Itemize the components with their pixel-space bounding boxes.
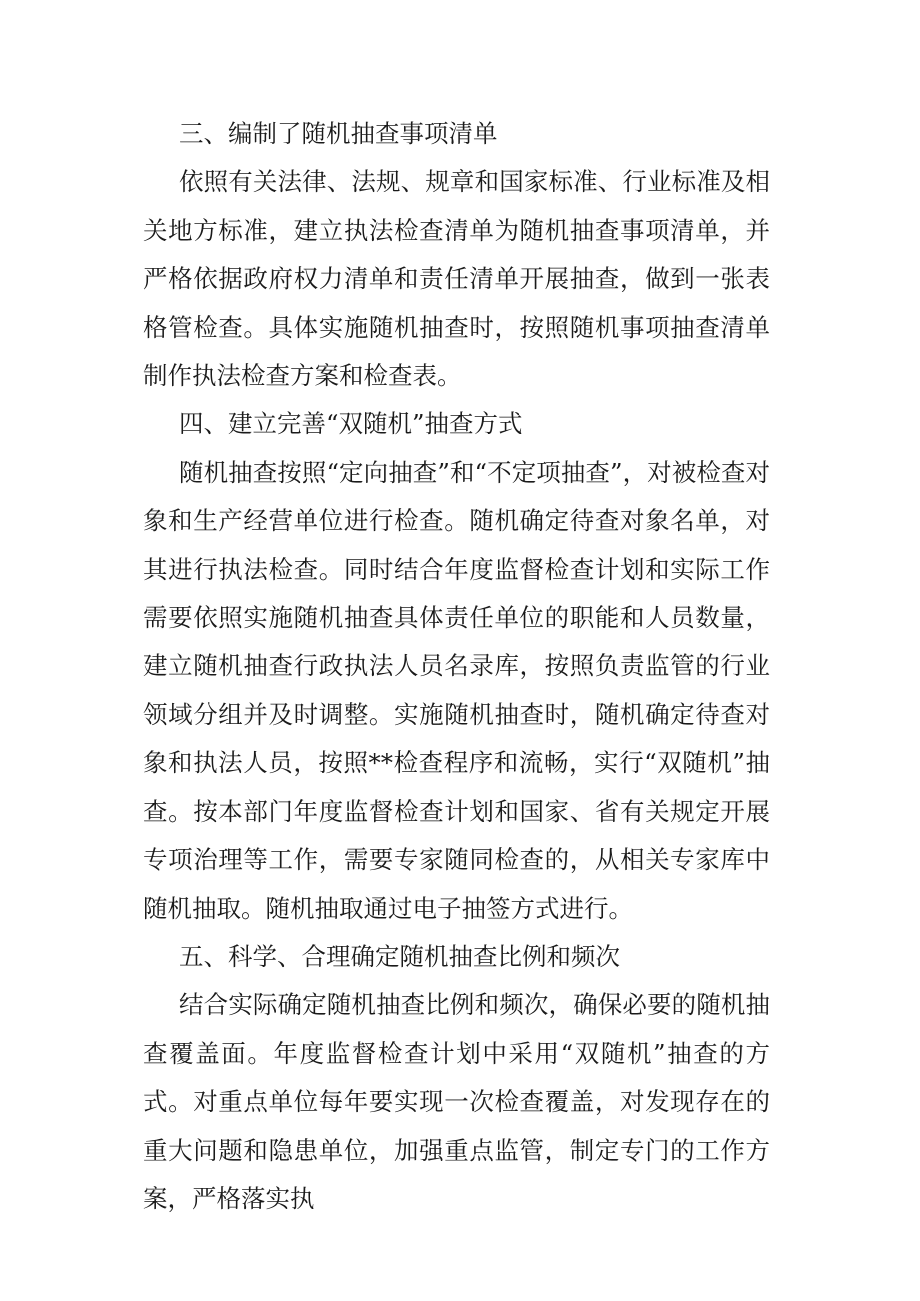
section-5-body: 结合实际确定随机抽查比例和频次，确保必要的随机抽查覆盖面。年度监督检查计划中采用“双随机”抽查的方式。对重点单位每年要实现一次检查覆盖，对发现存在的重大问题和隐患单位，加强重点监管，制定专门的工作方案，严格落实执 <box>143 990 770 1213</box>
section-3-body: 依照有关法律、法规、规章和国家标准、行业标准及相关地方标准，建立执法检查清单为随机抽查事项清单，并严格依据政府权力清单和责任清单开展抽查，做到一张表格管检查。具体实施随机抽查时，按照随机事项抽查清单制作执法检查方案和检查表。 <box>143 167 770 391</box>
section-4-body: 随机抽查按照“定向抽查”和“不定项抽查”，对被检查对象和生产经营单位进行检查。随机确定待查对象名单，对其进行执法检查。同时结合年度监督检查计划和实际工作需要依照实施随机抽查具体责任单位的职能和人员数量，建立随机抽查行政执法人员名录库，按照负责监管的行业领域分组并及时调整。实施随机抽查时，随机确定待查对象和执法人员，按照**检查程序和流畅，实行“双随机”抽查。按本部门年度监督检查计划和国家、省有关规定开展专项治理等工作，需要专家随同检查的，从相关专家库中随机抽取。随机抽取通过电子抽签方式进行。 <box>143 457 770 923</box>
section-5-heading: 五、科学、合理确定随机抽查比例和频次 <box>179 941 620 971</box>
document-body <box>143 110 770 1223</box>
section-4-heading: 四、建立完善“双随机”抽查方式 <box>179 409 523 439</box>
section-3-heading: 三、编制了随机抽查事项清单 <box>179 119 498 148</box>
